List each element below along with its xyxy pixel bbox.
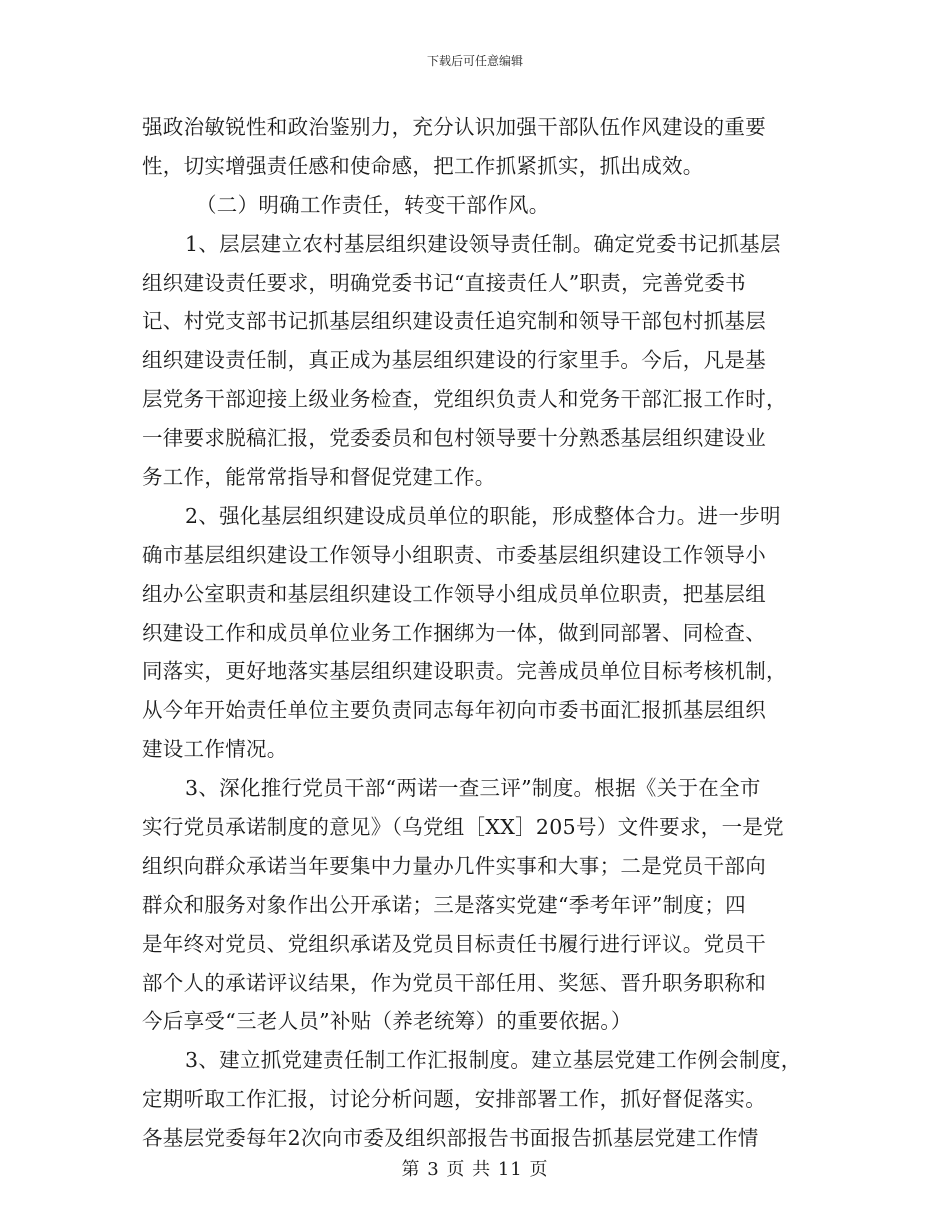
paragraph-start: 1、层层建立农村基层组织建设领导责任制。确定党委书记抓基层 (185, 231, 781, 256)
text-line: 今后享受“三老人员”补贴（养老统筹）的重要依据。） (142, 1009, 632, 1034)
text-line: 一律要求脱稿汇报，党委委员和包村领导要十分熟悉基层组织建设业 (142, 426, 766, 451)
text-line: 群众和服务对象作出公开承诺；三是落实党建“季考年评”制度；四 (142, 892, 746, 917)
text-line: 是年终对党员、党组织承诺及党员目标责任书履行进行评议。党员干 (142, 931, 766, 956)
page-number-footer: 第 3 页 共 11 页 (401, 1159, 549, 1180)
text-line: 确市基层组织建设工作领导小组职责、市委基层组织建设工作领导小 (142, 542, 766, 567)
page-header: 下载后可任意编辑 (426, 54, 523, 68)
paragraph-start: 3、深化推行党员干部“两诺一查三评”制度。根据《关于在全市 (185, 776, 761, 801)
text-line: 组织建设责任制，真正成为基层组织建设的行家里手。今后，凡是基 (142, 348, 766, 373)
text-line: 层党务干部迎接上级业务检查，党组织负责人和党务干部汇报工作时， (142, 387, 787, 412)
text-line: 组织建设责任要求，明确党委书记“直接责任人”职责，完善党委书 (142, 270, 746, 295)
text-line: 性，切实增强责任感和使命感，把工作抓紧抓实，抓出成效。 (142, 153, 704, 178)
body-text (142, 108, 832, 1158)
text-line: 从今年开始责任单位主要负责同志每年初向市委书面汇报抓基层组织 (142, 698, 766, 723)
text-line: 组织向群众承诺当年要集中力量办几件实事和大事；二是党员干部向 (142, 853, 766, 878)
text-line: 各基层党委每年2次向市委及组织部报告书面报告抓基层党建工作情 (142, 1126, 759, 1151)
text-line: 定期听取工作汇报，讨论分析问题，安排部署工作，抓好督促落实。 (142, 1087, 766, 1112)
section-heading: （二）明确工作责任，转变干部作风。 (196, 192, 550, 217)
text-line: 务工作，能常常指导和督促党建工作。 (142, 465, 496, 490)
paragraph-start: 3、建立抓党建责任制工作汇报制度。建立基层党建工作例会制度， (185, 1048, 802, 1073)
paragraph-start: 2、强化基层组织建设成员单位的职能，形成整体合力。进一步明 (185, 503, 781, 528)
text-line: 同落实，更好地落实基层组织建设职责。完善成员单位目标考核机制， (142, 659, 787, 684)
text-line: 记、村党支部书记抓基层组织建设责任追究制和领导干部包村抓基层 (142, 309, 766, 334)
text-line: 织建设工作和成员单位业务工作捆绑为一体，做到同部署、同检查、 (142, 620, 766, 645)
text-line: 强政治敏锐性和政治鉴别力，充分认识加强干部队伍作风建设的重要 (142, 115, 766, 139)
text-line: 实行党员承诺制度的意见》（乌党组［XX］205号）文件要求，一是党 (142, 815, 784, 840)
text-line: 建设工作情况。 (142, 737, 288, 762)
text-line: 部个人的承诺评议结果，作为党员干部任用、奖惩、晋升职务职称和 (142, 970, 766, 995)
text-line: 组办公室职责和基层组织建设工作领导小组成员单位职责，把基层组 (142, 581, 766, 606)
